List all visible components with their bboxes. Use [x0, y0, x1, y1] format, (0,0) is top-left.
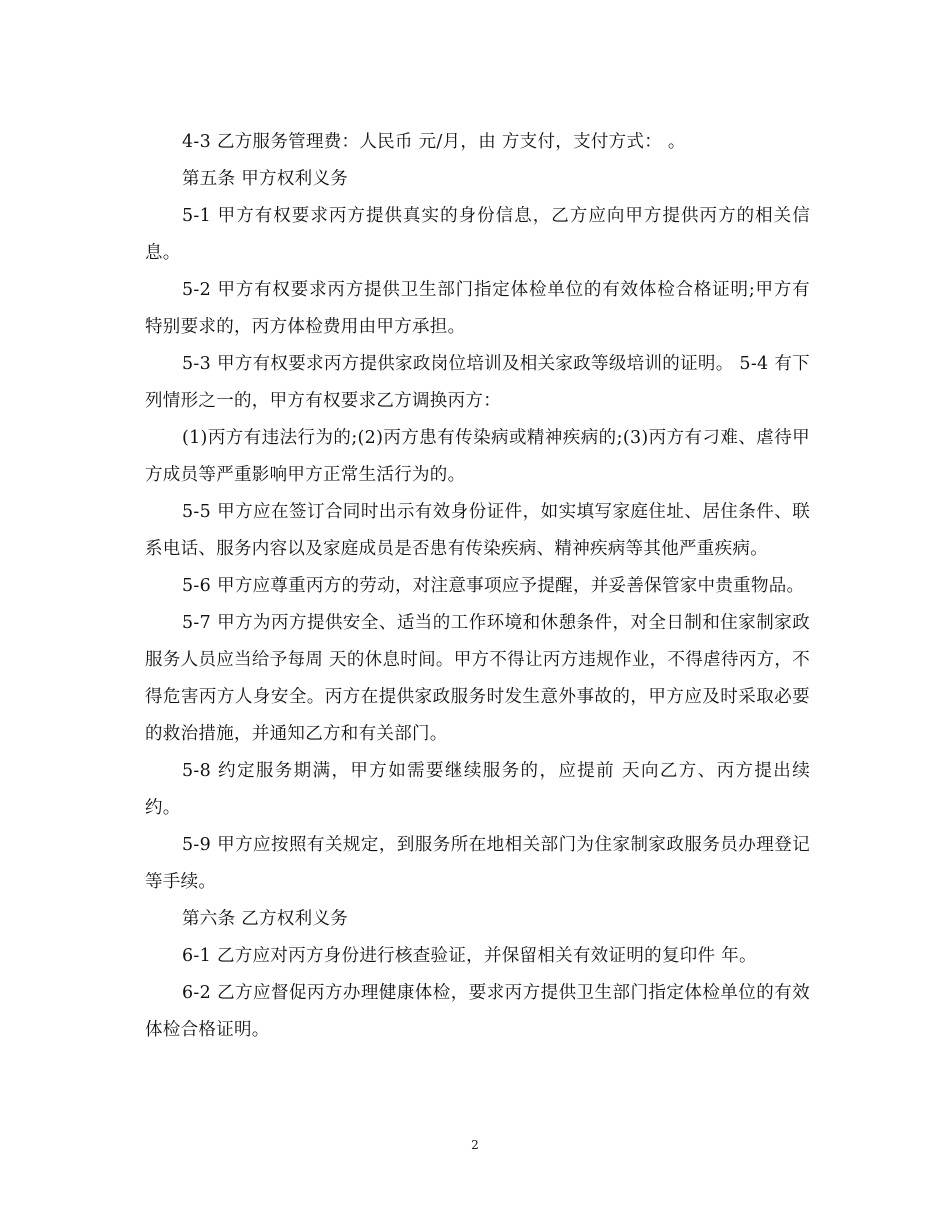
section-heading-article-6: 第六条 乙方权利义务	[182, 909, 349, 929]
paragraph-5-1: 5-1 甲方有权要求丙方提供真实的身份信息，乙方应向甲方提供丙方的相关信息。	[145, 206, 810, 263]
page-number: 2	[471, 1138, 479, 1152]
section-heading-article-5: 第五条 甲方权利义务	[182, 169, 349, 189]
paragraph-4-3: 4-3 乙方服务管理费：人民币 元/月，由 方支付，支付方式： 。	[182, 132, 686, 152]
paragraph-5-9: 5-9 甲方应按照有关规定，到服务所在地相关部门为住家制家政服务员办理登记等手续。	[145, 835, 810, 892]
paragraph-5-8: 5-8 约定服务期满，甲方如需要继续服务的，应提前 天向乙方、丙方提出续约。	[145, 761, 810, 818]
paragraph-5-7: 5-7 甲方为丙方提供安全、适当的工作环境和休憩条件，对全日制和住家制家政服务人员应当给予每周 天的休息时间。甲方不得让丙方违规作业，不得虐待丙方，不得危害丙方人身安全。丙方在提供家政服务时发生意外事故的，甲方应及时采取必要的救治措施，并通知乙方和有关部门。	[145, 613, 810, 744]
paragraph-5-3-5-4: 5-3 甲方有权要求丙方提供家政岗位培训及相关家政等级培训的证明。 5-4 有下列情形之一的，甲方有权要求乙方调换丙方：	[145, 354, 810, 411]
paragraph-6-2: 6-2 乙方应督促丙方办理健康体检，要求丙方提供卫生部门指定体检单位的有效体检合格证明。	[145, 983, 810, 1040]
document-body	[145, 124, 810, 1049]
paragraph-5-5: 5-5 甲方应在签订合同时出示有效身份证件，如实填写家庭住址、居住条件、联系电话、服务内容以及家庭成员是否患有传染疾病、精神疾病等其他严重疾病。	[145, 502, 810, 559]
paragraph-5-4-items: (1)丙方有违法行为的;(2)丙方患有传染病或精神疾病的;(3)丙方有刁难、虐待甲方成员等严重影响甲方正常生活行为的。	[145, 428, 810, 485]
paragraph-5-6: 5-6 甲方应尊重丙方的劳动，对注意事项应予提醒，并妥善保管家中贵重物品。	[182, 576, 805, 596]
paragraph-6-1: 6-1 乙方应对丙方身份进行核查验证，并保留相关有效证明的复印件 年。	[182, 946, 757, 966]
paragraph-5-2: 5-2 甲方有权要求丙方提供卫生部门指定体检单位的有效体检合格证明;甲方有特别要求的，丙方体检费用由甲方承担。	[145, 280, 810, 337]
